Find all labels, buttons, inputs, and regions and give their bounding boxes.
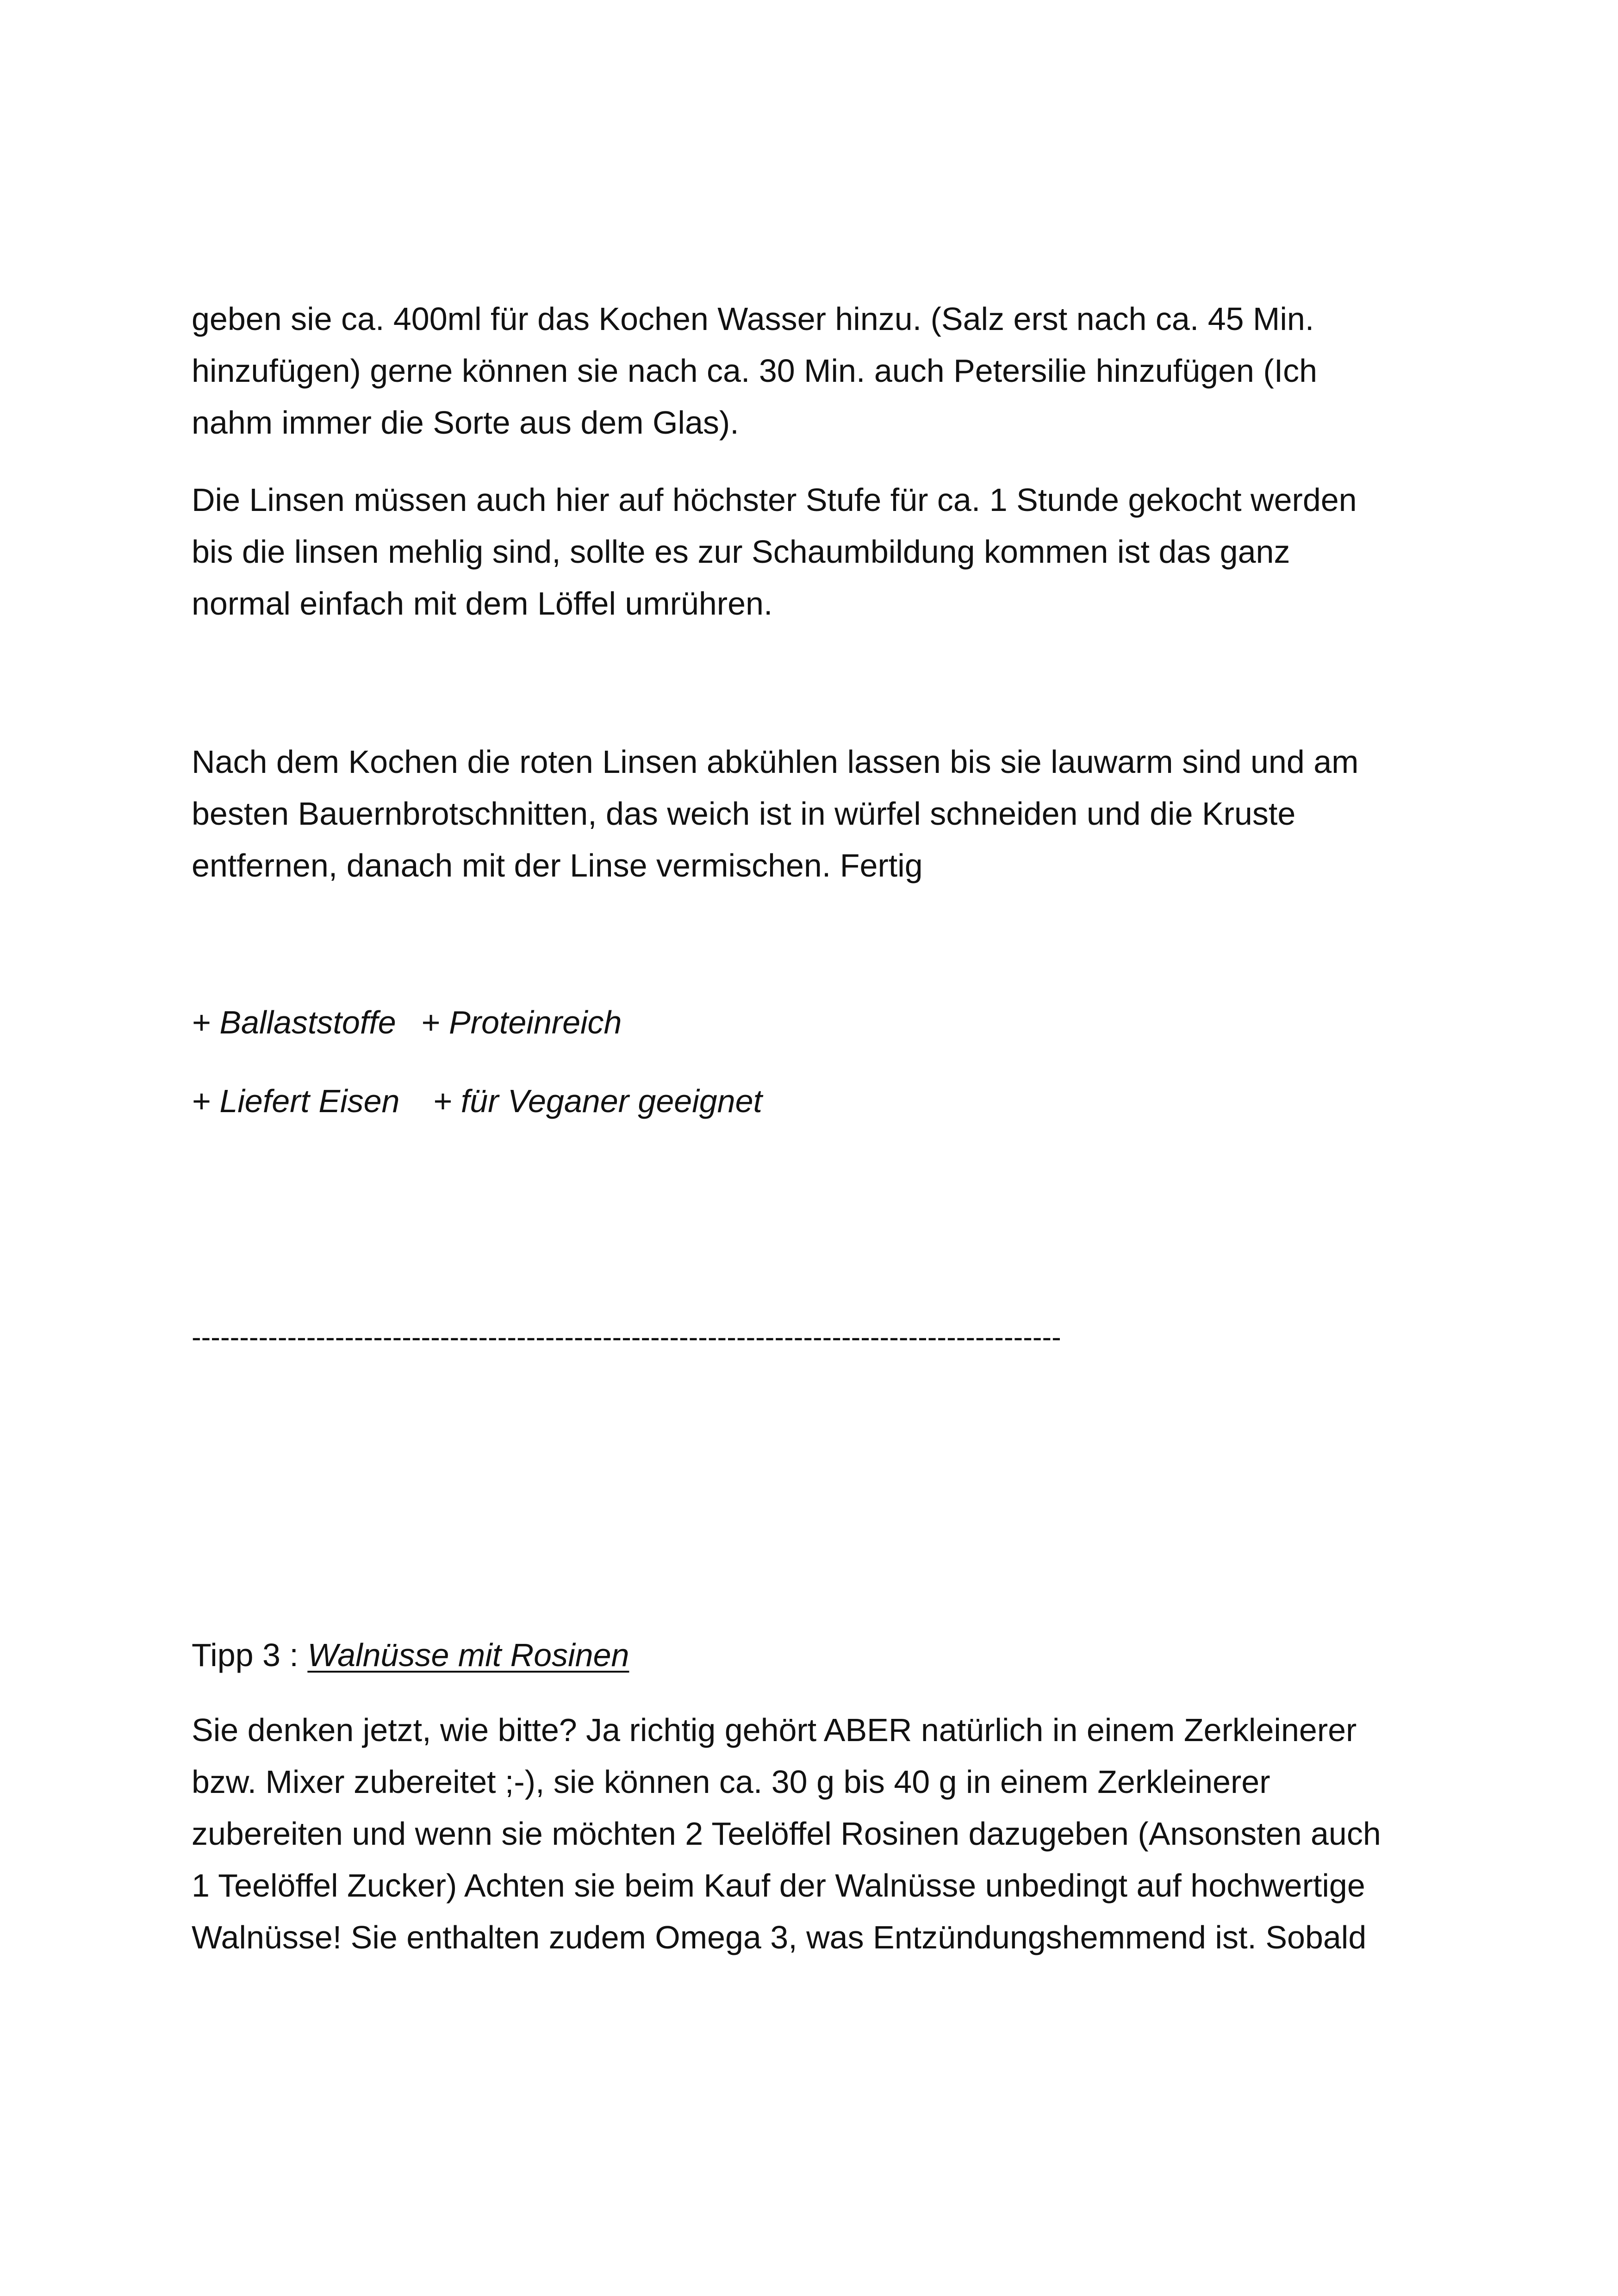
benefit-item: + Ballaststoffe	[192, 1004, 396, 1040]
tip-title: Walnüsse mit Rosinen	[307, 1637, 629, 1673]
text-line: hinzufügen) gerne können sie nach ca. 30 Min. auch Petersilie hinzufügen (Ich	[192, 353, 1318, 389]
paragraph-after-cooking	[192, 736, 1450, 891]
text-line: Die Linsen müssen auch hier auf höchster Stufe für ca. 1 Stunde gekocht werden	[192, 482, 1357, 518]
text-line: bis die linsen mehlig sind, sollte es zur Schaumbildung kommen ist das ganz	[192, 534, 1290, 570]
paragraph-cooking-time	[192, 474, 1450, 629]
benefit-item: + Liefert Eisen	[192, 1083, 400, 1119]
tip-heading	[192, 1629, 629, 1681]
tip-prefix: Tipp 3 :	[192, 1637, 308, 1673]
text-line: bzw. Mixer zubereitet ;-), sie können ca. 30 g bis 40 g in einem Zerkleinerer	[192, 1764, 1270, 1800]
text-line: normal einfach mit dem Löffel umrühren.	[192, 585, 773, 622]
text-line: zubereiten und wenn sie möchten 2 Teelöffel Rosinen dazugeben (Ansonsten auch	[192, 1816, 1381, 1852]
paragraph-walnuts	[192, 1704, 1450, 1963]
benefit-item: + Proteinreich	[421, 1004, 622, 1040]
text-line: Walnüsse! Sie enthalten zudem Omega 3, was Entzündungshemmend ist. Sobald	[192, 1919, 1367, 1955]
text-line: Sie denken jetzt, wie bitte? Ja richtig gehört ABER natürlich in einem Zerkleinerer	[192, 1712, 1357, 1748]
dashed-separator: -------------------------------------------------------------------------------------------	[192, 1321, 1061, 1353]
benefits-row-1	[192, 996, 622, 1048]
text-line: 1 Teelöffel Zucker) Achten sie beim Kauf der Walnüsse unbedingt auf hochwertige	[192, 1867, 1365, 1904]
text-line: nahm immer die Sorte aus dem Glas).	[192, 404, 739, 441]
text-line: Nach dem Kochen die roten Linsen abkühlen lassen bis sie lauwarm sind und am	[192, 744, 1359, 780]
text-line: besten Bauernbrotschnitten, das weich ist in würfel schneiden und die Kruste	[192, 796, 1296, 832]
benefits-row-2	[192, 1075, 762, 1127]
text-line: geben sie ca. 400ml für das Kochen Wasser hinzu. (Salz erst nach ca. 45 Min.	[192, 301, 1314, 337]
benefit-item: + für Veganer geeignet	[433, 1083, 762, 1119]
paragraph-cooking-water	[192, 293, 1450, 448]
text-line: entfernen, danach mit der Linse vermischen. Fertig	[192, 847, 923, 884]
